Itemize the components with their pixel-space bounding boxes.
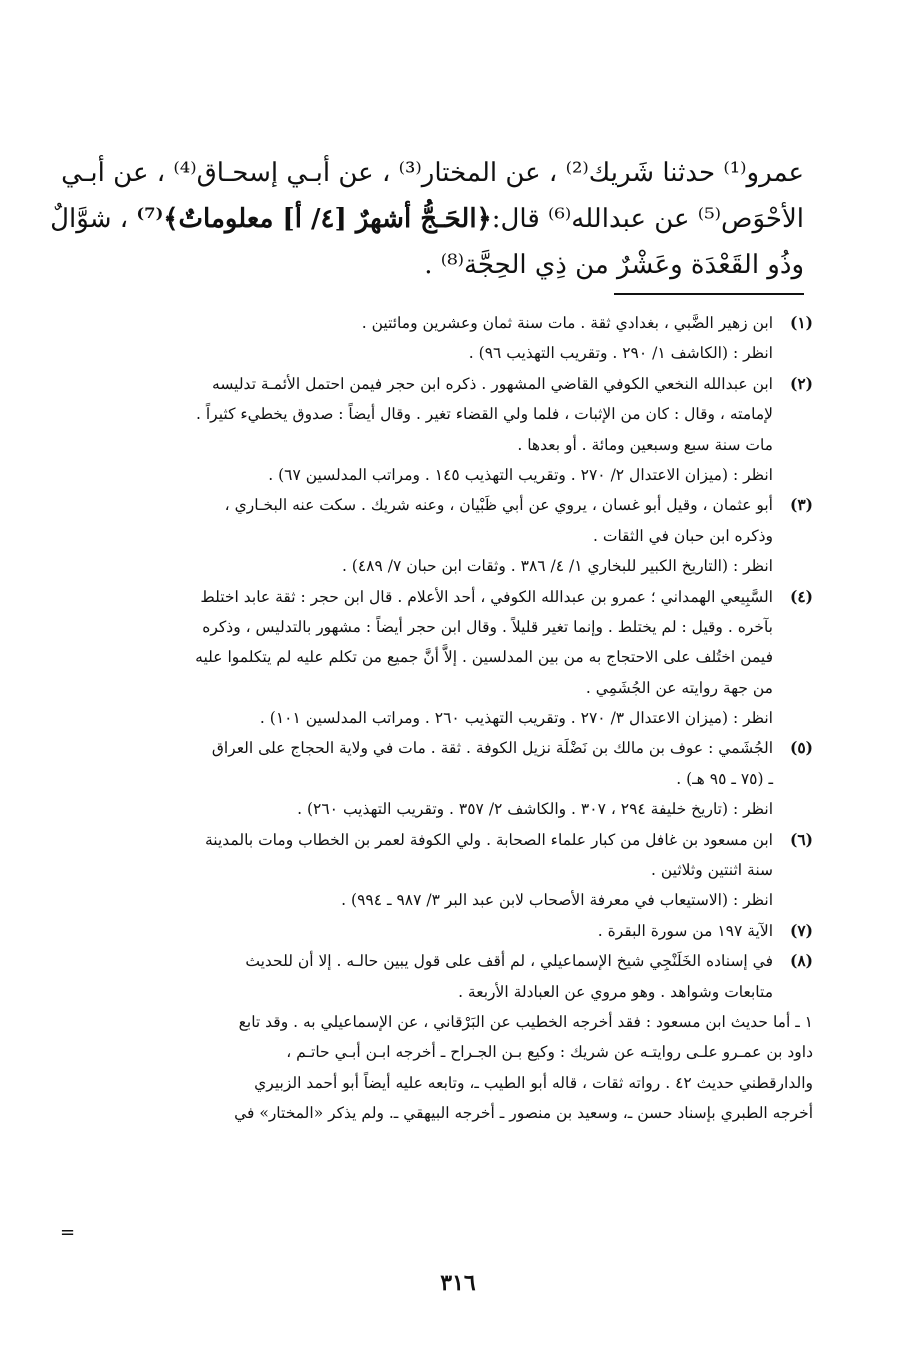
footnote-line: سنة اثنتين وثلاثين . [651, 861, 773, 880]
main-line-end: ، شوَّالٌ [50, 204, 137, 234]
footnote-line [101, 825, 813, 855]
footnote-line: فيمن اختُلف على الاحتجاج به من بين المدلسين . إلاَّ أنَّ جميع من تكلم عليه لم يتكلموا عليه [195, 648, 773, 667]
footnote-line: مات سنة سبع وسبعين ومائة . أو بعدها . [517, 435, 773, 454]
footnote-number: (٤) [789, 586, 813, 606]
main-line: وذُو القَعْدَة وعَشْرٌ من ذِي الحِجَّة⁽⁸⁾ . [424, 250, 804, 280]
footnote-reference: انظر : (الاستيعاب في معرفة الأصحاب لابن عبد البر ٣/ ٩٨٧ ـ ٩٩٤) . [341, 891, 773, 910]
page-number: ٣١٦ [440, 1270, 476, 1296]
footnote-text: ابن مسعود بن غافل من كبار علماء الصحابة . ولي الكوفة لعمر بن الخطاب ومات بالمدينة [205, 830, 773, 849]
footnote-line: لإمامته ، وقال : كان من الإثبات ، فلما ولي القضاء تغير . وقال أيضاً : صدوق يخطيء كثيراً . [196, 405, 773, 424]
footnote-text: ابن عبدالله النخعي الكوفي القاضي المشهور . ذكره ابن حجر فيمن احتمل الأئمـة تدليسه [212, 374, 773, 393]
footnote-text: السَّبِيعي الهمداني ؛ عمرو بن عبدالله الكوفي ، أحد الأعلام . قال ابن حجر : ثقة عابد اختلط [200, 587, 773, 606]
footnote-number: (٨) [789, 951, 813, 971]
footnote-text: في إسناده الخَلَنْجِي شيخ الإسماعيلي ، لم أقف على قول يبين حالـه . إلا أن للحديث [245, 952, 773, 971]
footnote-text: الجُشَمي : عوف بن مالك بن نَضْلَة نزيل الكوفة . ثقة . مات في ولاية الحجاج على العراق [211, 739, 773, 758]
footnote-text: ابن زهير الضَّبي ، بغدادي ثقة . مات سنة ثمان وعشرين ومائتين . [361, 314, 773, 332]
footnote-line: أخرجه الطبري بإسناد حسن ـ، وسعيد بن منصور ـ أخرجه البيهقي ـ. ولم يذكر «المختار» في [234, 1104, 813, 1123]
footnote-number: (٥) [789, 738, 813, 758]
footnote-text: أبو عثمان ، وقيل أبو غسان ، يروي عن أبي ظَبْيان ، وعنه شريك . سكت عنه البخـاري ، [224, 496, 773, 515]
footnote-line [101, 946, 813, 976]
footnote-line: من جهة روايته عن الجُشَمِي . [585, 678, 773, 697]
footnote-number: (٦) [789, 829, 813, 849]
footnote-line [101, 916, 813, 946]
main-line [50, 196, 804, 242]
footnote-reference: انظر : (التاريخ الكبير للبخاري ١/ ٤/ ٣٨٦ . وثقات ابن حبان ٧/ ٤٨٩) . [341, 557, 773, 576]
footnote-number: (٧) [789, 920, 813, 940]
quran-verse: ﴿الحَـجُّ أشهرٌ [٤/ أ] معلوماتٌ﴾⁽⁷⁾ [136, 204, 492, 234]
footnote-line: بآخره . وقيل : لم يختلط . وإنما تغير قليلاً . وقال ابن حجر أيضاً : مشهور بالتدليس ، وذكره [202, 617, 773, 636]
footnote-line: ١ ـ أما حديث ابن مسعود : فقد أخرجه الخطيب عن البَرْقاني ، عن الإسماعيلي به . وقد تابع [238, 1012, 813, 1031]
footnote-number: (٣) [789, 495, 813, 515]
footnote-line [101, 733, 813, 763]
footnote-reference: انظر : (ميزان الاعتدال ٣/ ٢٧٠ . وتقريب التهذيب ٢٦٠ . ومراتب المدلسين ١٠١) . [259, 709, 773, 728]
footnote-line [101, 490, 813, 520]
footnote-line: والدارقطني حديث ٤٢ . رواته ثقات ، قاله أبو الطيب ـ، وتابعه عليه أيضاً أبو أحمد الزبيري [254, 1073, 813, 1092]
footnote-separator [614, 293, 804, 295]
footnote-text: الآية ١٩٧ من سورة البقرة . [597, 921, 773, 940]
continuation-mark: = [60, 1222, 76, 1243]
footnote-number: (٢) [789, 373, 813, 393]
footnote-line: وذكره ابن حبان في الثقات . [593, 526, 773, 545]
footnote-line [101, 308, 813, 338]
footnote-line [101, 369, 813, 399]
footnote-line: متابعات وشواهد . وهو مروي عن العبادلة الأربعة . [458, 982, 773, 1001]
main-line: عمرو⁽¹⁾ حدثنا شَريك⁽²⁾ ، عن المختار⁽³⁾ ، عن أبـي إسحـاق⁽⁴⁾ ، عن أبـي [61, 158, 804, 188]
footnote-line [101, 582, 813, 612]
main-line-start: الأحْوَص⁽⁵⁾ عن عبدالله⁽⁶⁾ قال: [491, 204, 804, 234]
footnote-line: داود بن عمـرو علـى روايتـه عن شريك : وكيع بـن الجـراح ـ أخرجه ابـن أبـي حاتـم ، [286, 1043, 813, 1062]
footnote-number: (١) [789, 313, 813, 332]
footnote-line: ـ (٧٥ ـ ٩٥ هـ) . [676, 769, 773, 788]
footnotes [101, 308, 813, 1129]
footnote-reference: انظر : (الكاشف ١/ ٢٩٠ . وتقريب التهذيب ٩٦) . [468, 344, 773, 363]
footnote-reference: انظر : (تاريخ خليفة ٢٩٤ ، ٣٠٧ . والكاشف ٢/ ٣٥٧ . وتقريب التهذيب ٢٦٠) . [297, 800, 773, 819]
main-text [50, 150, 804, 288]
footnote-reference: انظر : (ميزان الاعتدال ٢/ ٢٧٠ . وتقريب التهذيب ١٤٥ . ومراتب المدلسين ٦٧) . [268, 465, 773, 484]
